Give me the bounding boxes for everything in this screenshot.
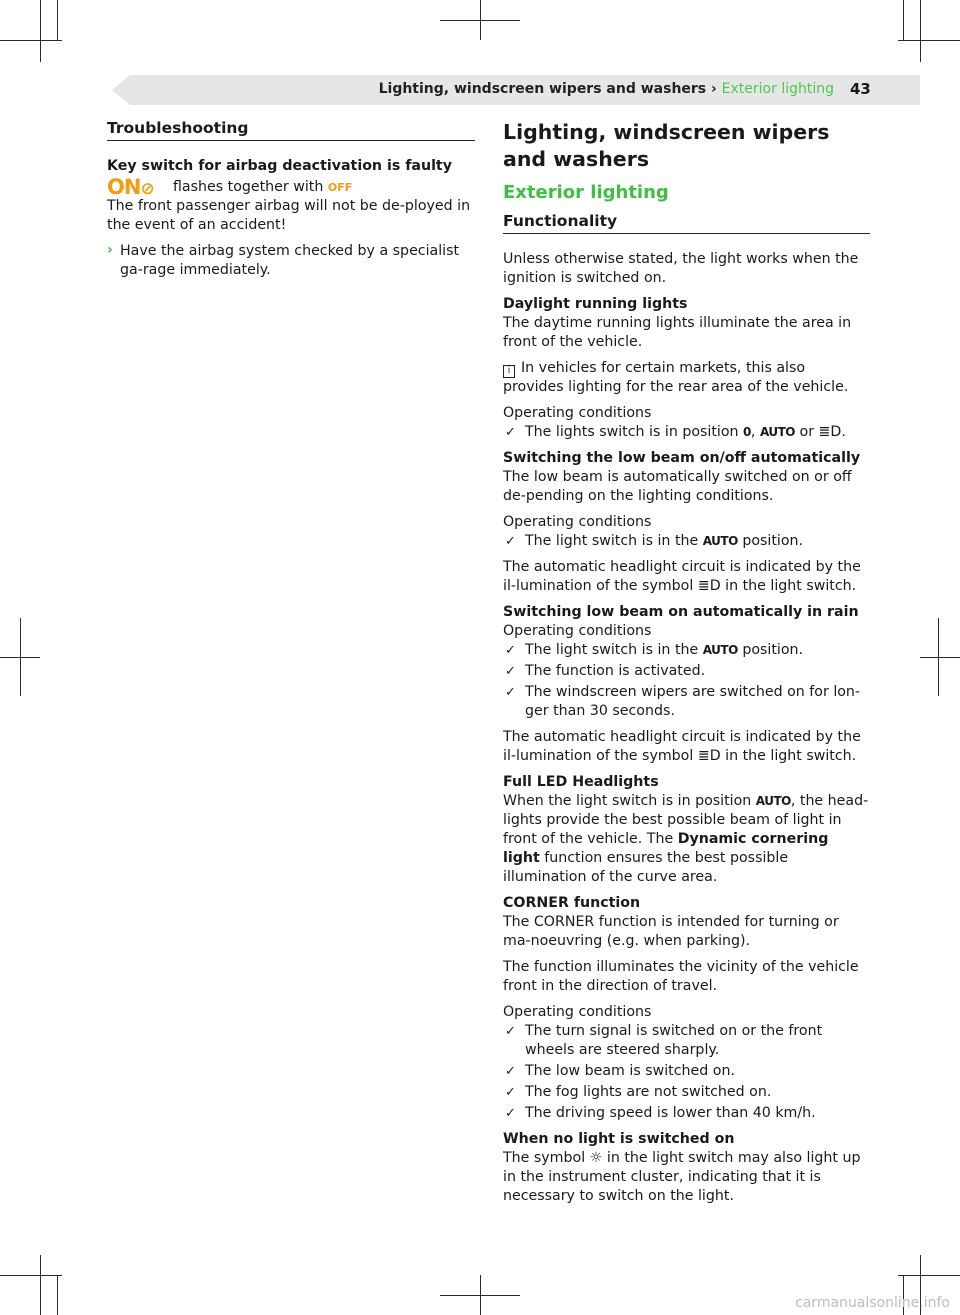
auto-text: The low beam is automatically switched on or off de-pending on the lighting conditions. — [503, 469, 852, 504]
breadcrumb-main[interactable]: Lighting, windscreen wipers and washers › — [378, 81, 717, 97]
right-column — [503, 119, 870, 1213]
crop-mark — [480, 0, 481, 40]
rain-check-1: ✓ The light switch is in the AUTO position. — [503, 641, 870, 660]
led-text: When the light switch is in position AUTO, the head-lights provide the best possible beam of light in front of the vehicle. The Dynamic cornering light function ensures the best possible illumination of the curve area. — [503, 793, 869, 885]
drl-info: i In vehicles for certain markets, this also provides lighting for the rear area of the vehicle. — [503, 360, 849, 395]
low-beam-icon: ≣D — [697, 578, 721, 594]
airbag-warning-text: The front passenger airbag will not be de-ployed in the event of an accident! — [107, 198, 471, 233]
auto-icon: AUTO — [702, 643, 738, 657]
op-cond-4: Operating conditions — [503, 1004, 652, 1020]
airbag-warning-block — [107, 175, 475, 199]
breadcrumb — [379, 81, 834, 97]
section-title-functionality: Functionality — [503, 212, 870, 234]
nolight-heading: When no light is switched on — [503, 1131, 735, 1147]
crop-mark — [40, 0, 41, 62]
crop-mark — [903, 0, 904, 40]
page-number: 43 — [850, 80, 871, 98]
drl-heading: Daylight running lights — [503, 296, 688, 312]
crop-mark — [480, 1275, 481, 1315]
section-title-troubleshooting: Troubleshooting — [107, 119, 475, 141]
led-heading: Full LED Headlights — [503, 774, 659, 790]
crop-mark — [0, 1275, 62, 1276]
breadcrumb-current[interactable]: Exterior lighting — [721, 81, 834, 97]
corner-check-4: ✓ The driving speed is lower than 40 km/h. — [503, 1104, 870, 1123]
indicator-text-1: The automatic headlight circuit is indicated by the il-lumination of the symbol ≣D in the light switch. — [503, 559, 861, 594]
airbag-on-icon: ON⊘ — [107, 175, 154, 199]
airbag-off-icon: OFF — [327, 181, 353, 194]
crop-mark — [920, 657, 960, 658]
crop-mark — [57, 1275, 58, 1315]
watermark[interactable]: carmanualsonline.info — [795, 1295, 950, 1311]
corner-text: The CORNER function is intended for turning or ma-noeuvring (e.g. when parking). — [503, 914, 839, 949]
crop-mark — [938, 618, 939, 696]
airbag-action: › Have the airbag system checked by a specialist ga-rage immediately. — [107, 242, 475, 280]
op-cond-1: Operating conditions — [503, 405, 652, 421]
intro-text: Unless otherwise stated, the light works when the ignition is switched on. — [503, 251, 859, 286]
sub-title: Exterior lighting — [503, 182, 669, 203]
crop-mark — [898, 1275, 960, 1276]
rain-check-3: ✓ The windscreen wipers are switched on for lon-ger than 30 seconds. — [503, 683, 870, 721]
corner-check-1: ✓ The turn signal is switched on or the front wheels are steered sharply. — [503, 1022, 870, 1060]
crop-mark — [0, 40, 62, 41]
rain-check-2: ✓ The function is activated. — [503, 662, 870, 681]
op-cond-3: Operating conditions — [503, 623, 652, 639]
corner-heading: CORNER function — [503, 895, 641, 911]
drl-check: ✓ The lights switch is in position 0, AUTO or ≣D. — [503, 423, 870, 442]
auto-icon: AUTO — [755, 794, 791, 808]
crop-mark — [920, 0, 921, 62]
light-warning-icon: ☼ — [589, 1150, 603, 1166]
low-beam-icon: ≣D — [818, 424, 842, 440]
auto-icon: AUTO — [702, 534, 738, 548]
nolight-text: The symbol ☼ in the light switch may also light up in the instrument cluster, indicating that it is necessary to switch on the light. — [503, 1150, 861, 1204]
drl-text: The daytime running lights illuminate the area in front of the vehicle. — [503, 315, 852, 350]
auto-heading: Switching the low beam on/off automatically — [503, 450, 861, 466]
info-icon: i — [503, 365, 515, 378]
low-beam-icon: ≣D — [697, 748, 721, 764]
left-column — [107, 119, 475, 286]
corner-text-2: The function illuminates the vicinity of the vehicle front in the direction of travel. — [503, 959, 859, 994]
airbag-subheading: Key switch for airbag deactivation is faulty — [107, 158, 452, 174]
rain-heading: Switching low beam on automatically in rain — [503, 604, 859, 620]
crop-mark — [40, 1255, 41, 1315]
auto-check: ✓ The light switch is in the AUTO position. — [503, 532, 870, 551]
flash-text: flashes together with — [173, 179, 324, 195]
corner-check-3: ✓ The fog lights are not switched on. — [503, 1083, 870, 1102]
op-cond-2: Operating conditions — [503, 514, 652, 530]
main-title: Lighting, windscreen wipers and washers — [503, 120, 830, 171]
crop-mark — [57, 0, 58, 40]
crop-mark — [20, 618, 21, 696]
crop-mark — [898, 40, 960, 41]
indicator-text-2: The automatic headlight circuit is indicated by the il-lumination of the symbol ≣D in the light switch. — [503, 729, 861, 764]
corner-check-2: ✓ The low beam is switched on. — [503, 1062, 870, 1081]
